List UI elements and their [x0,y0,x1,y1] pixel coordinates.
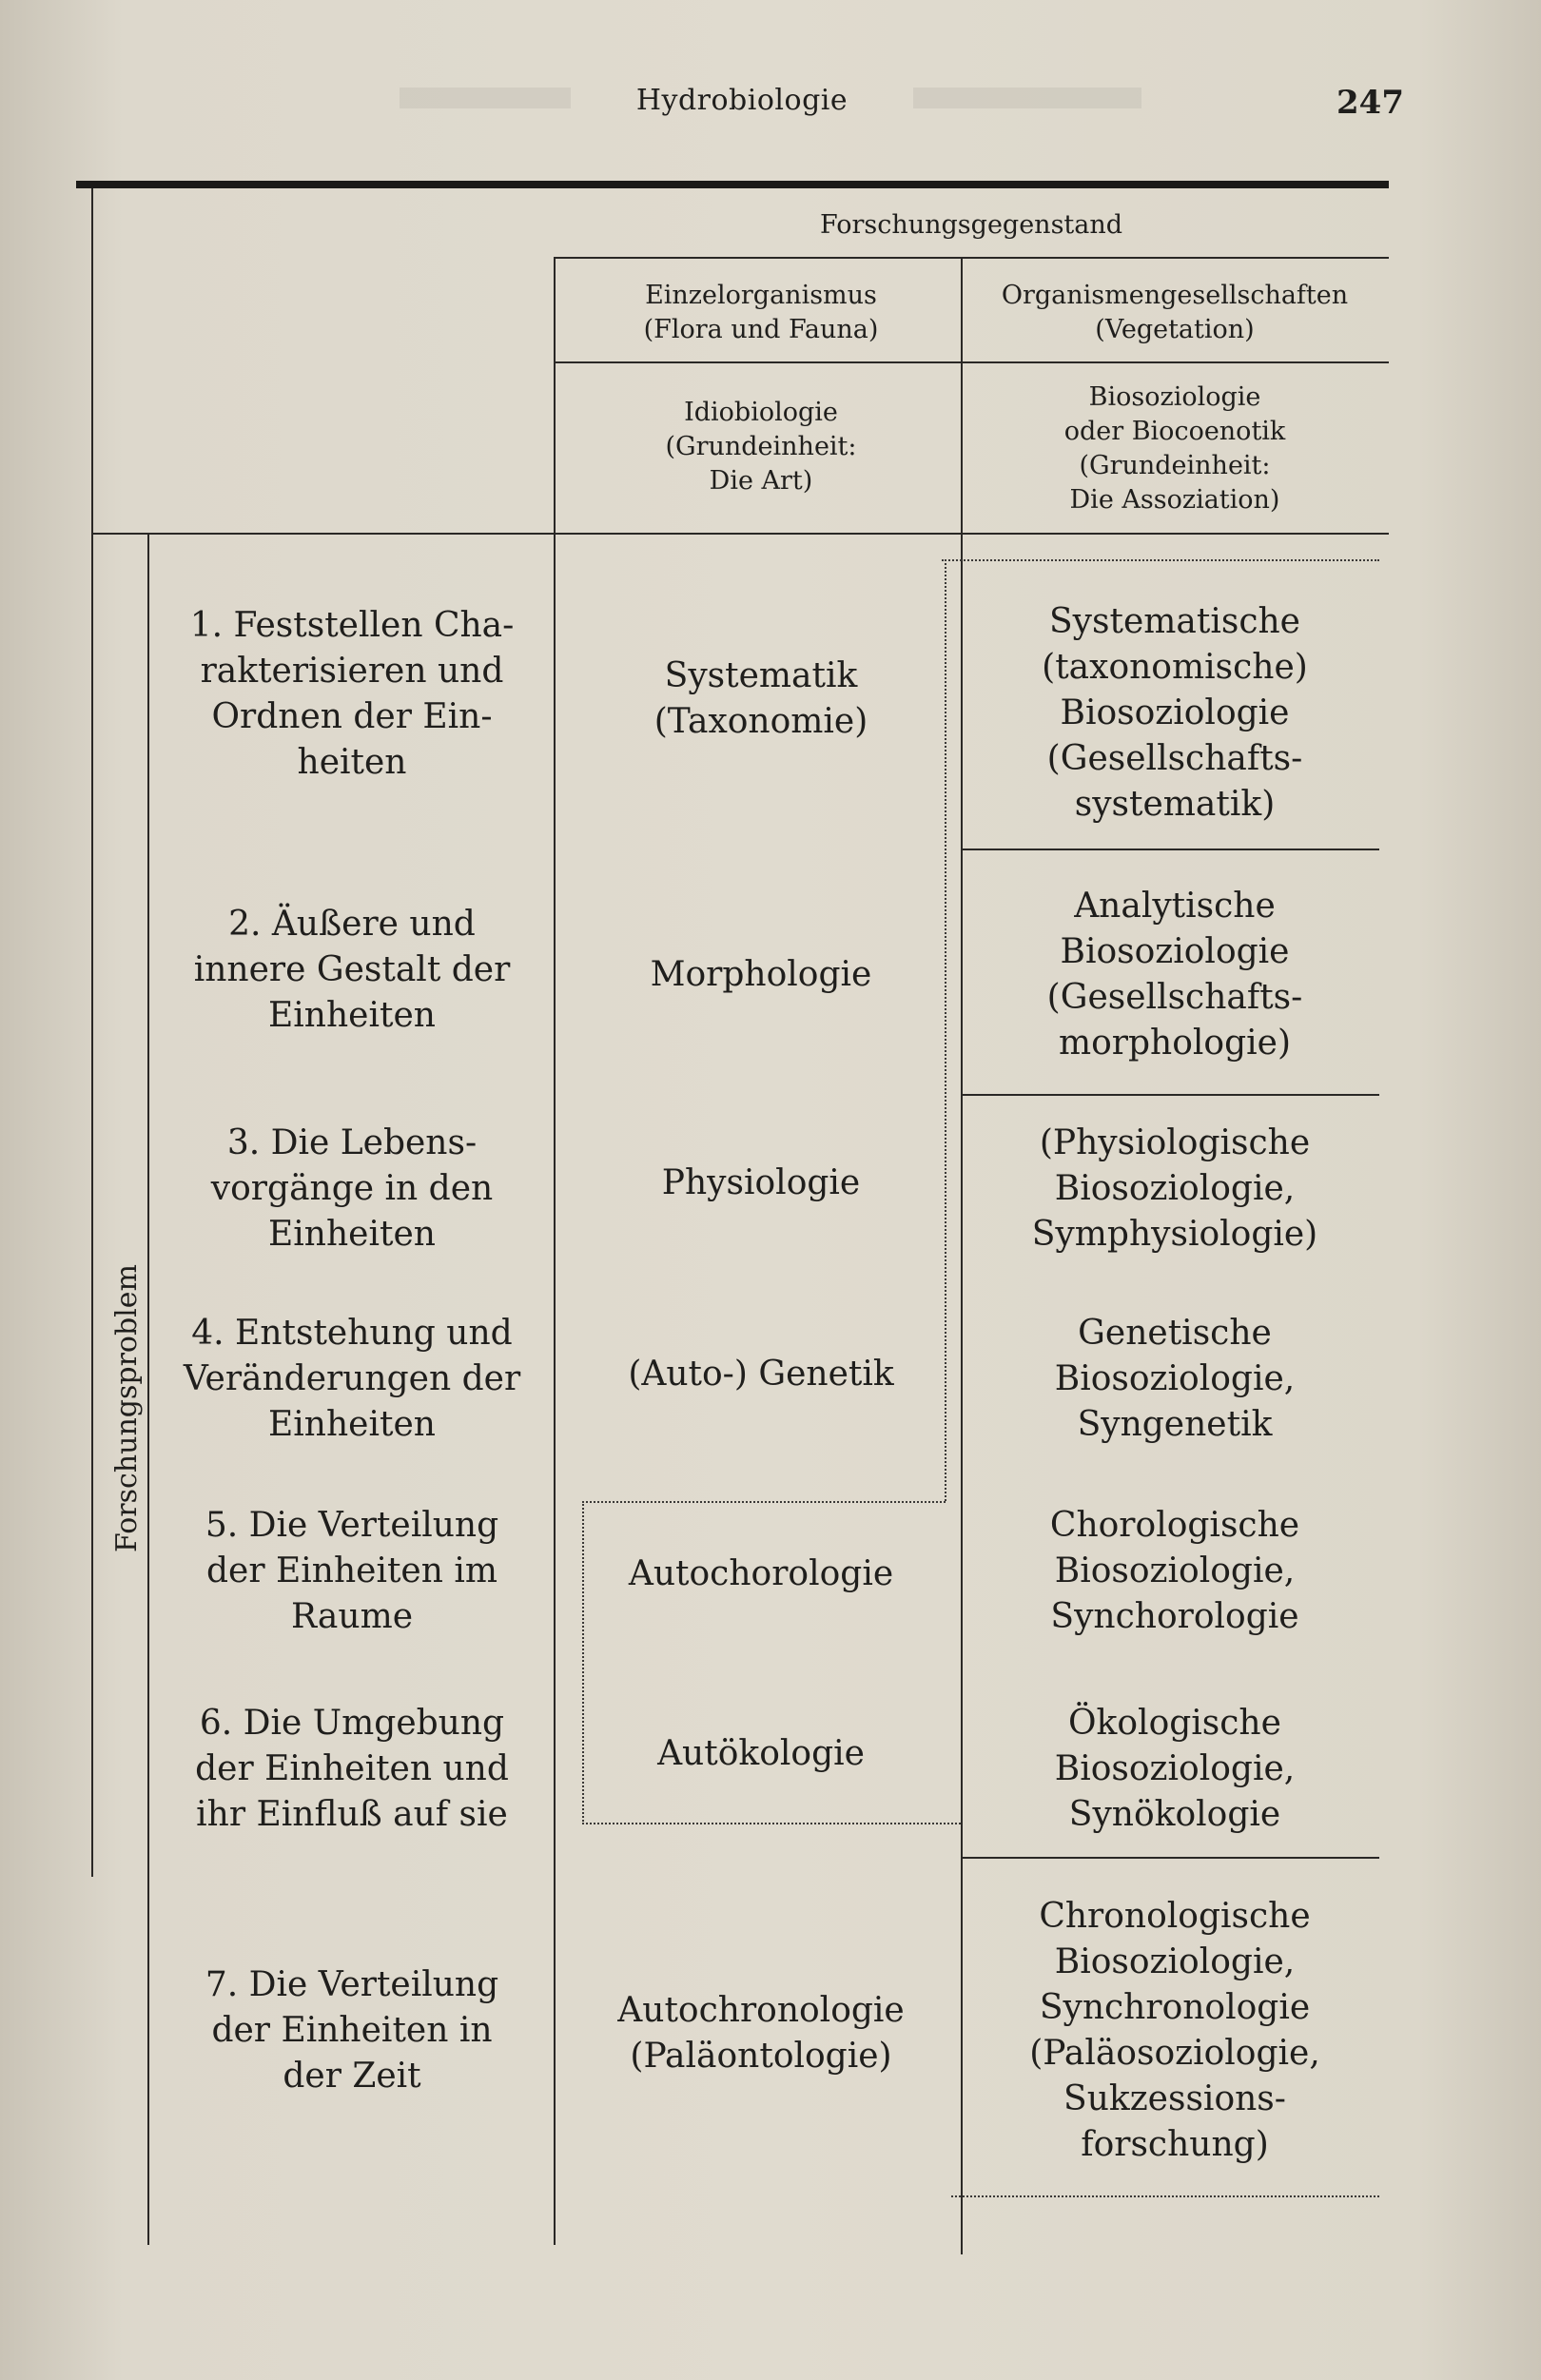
einzel-cell-3: Physiologie [661,1163,861,1202]
problem-cell-5: 5. Die Verteilung der Einheiten im Raume [205,1506,499,1636]
header-forschungsgegenstand: Forschungsgegenstand [819,210,1123,240]
axis-label-forschungsproblem [103,1256,150,1560]
header-organismengesellschaften: Organismengesellschaften (Vegetation) [1001,281,1349,344]
gesell-cell-2: Analytische Biosoziologie (Gesellschafts- morphologie) [1046,887,1303,1063]
header-biosoziologie: Biosoziologie oder Biocoenotik (Grundeinheit: Die Assoziation) [1063,382,1286,515]
dotted-box-edge [951,2195,1379,2197]
einzel-cell-6: Autökologie [657,1734,865,1773]
dotted-box-edge [582,1501,946,1503]
row-rule [961,849,1379,850]
einzel-cell-7: Autochronologie (Paläontologie) [617,1991,905,2076]
einzel-cell-4: (Auto-) Genetik [628,1355,894,1394]
header-rule-2 [554,361,1389,363]
gesell-cell-5: Chorologische Biosoziologie, Synchorologie [1049,1506,1300,1636]
gesell-cell-3: (Physiologische Biosoziologie, Symphysiologie) [1031,1123,1318,1254]
row-rule [961,1094,1379,1096]
problem-cell-7: 7. Die Verteilung der Einheiten in der Zeit [205,1965,499,2096]
header-idiobiologie: Idiobiologie (Grundeinheit: Die Art) [665,398,857,496]
dotted-box-edge [582,1823,961,1824]
einzel-cell-1: Systematik (Taxonomie) [653,656,868,741]
dotted-box-edge [942,559,1379,561]
header-einzelorganismus: Einzelorganismus (Flora und Fauna) [643,281,879,344]
show-through-decoration [913,88,1141,108]
row-rule [961,1857,1379,1859]
gesell-cell-7: Chronologische Biosoziologie, Synchronologie (Paläosoziologie, Sukzessions- forschung) [1029,1897,1320,2164]
gesell-cell-1: Systematische (taxonomische) Biosoziologie (Gesellschafts- systematik) [1042,602,1308,824]
gesell-cell-6: Ökologische Biosoziologie, Synökologie [1054,1704,1296,1834]
problem-cell-3: 3. Die Lebens- vorgänge in den Einheiten [210,1123,494,1254]
show-through-decoration [400,88,571,108]
problem-cell-6: 6. Die Umgebung der Einheiten und ihr Einfluß auf sie [195,1704,509,1834]
problem-cell-1: 1. Feststellen Cha- rakterisieren und Ordnen der Ein- heiten [189,606,515,782]
top-thick-rule [76,181,1389,188]
header-rule-1 [554,257,1389,259]
column-divider-2 [554,257,556,2245]
einzel-cell-5: Autochorologie [628,1554,894,1593]
table-left-border [91,188,93,1877]
header-rule-3 [91,533,1389,535]
axis-label-text: Forschungsproblem [109,1263,144,1552]
page-number: 247 [1336,84,1404,122]
gesell-cell-4: Genetische Biosoziologie, Syngenetik [1054,1314,1296,1444]
problem-cell-2: 2. Äußere und innere Gestalt der Einheiten [193,905,511,1035]
running-head-title: Hydrobiologie [635,84,849,117]
problem-cell-4: 4. Entstehung und Veränderungen der Einheiten [183,1314,521,1444]
einzel-cell-2: Morphologie [650,955,872,994]
